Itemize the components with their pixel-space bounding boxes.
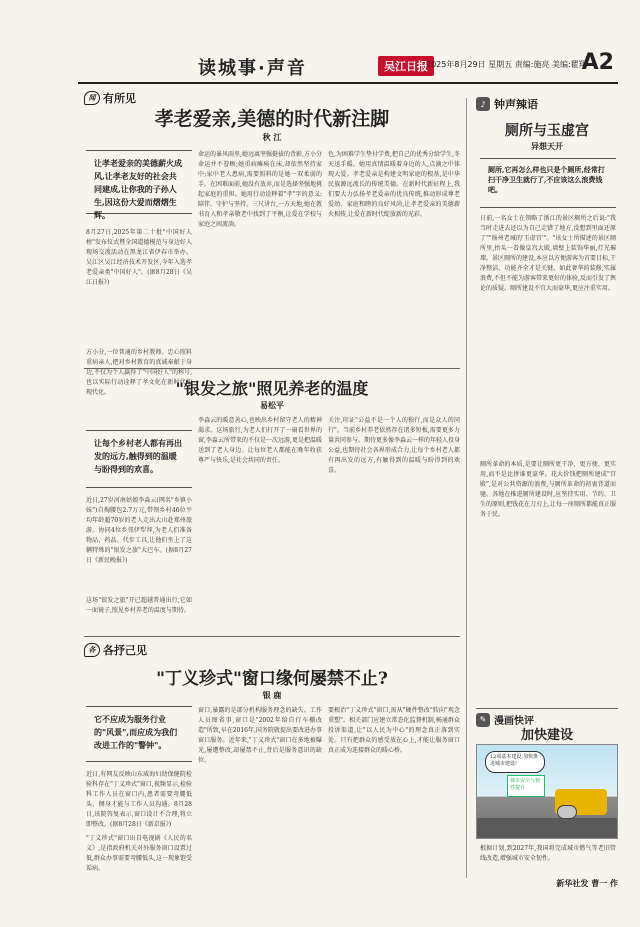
- article2-col1: 近日,27岁河南姑娘李淼云(网名"乡镇小妹")自掏腰包2.7万元,带领乡村46位平均年龄超70岁的老人走出大山赴郑州旅游。协同4位乡邻伊犁拜,为老人们准备物品、药品、代步工具,让他们坐上了这辆特殊的"银发之旅"大巴车。(据8月27日《新民晚报》): [86, 497, 192, 564]
- article1-col2: 命运的暴风雨里,她远离坚强挺拔的背影,方小分命运并不眷顾;她重病瘫痪在床,却依然坚持家中;家中老人患病,需要照料的是她一双柔弱的手。在困难面前,她没有放弃,而是选择坚强地挑起家庭的重担。她用行动诠释着"孝"字的意义:陪伴、守护与坚持。三尺讲台,一方天地,她在教书育人和孝亲敬老中找到了平衡,让爱在学校与家庭之间流淌。: [198, 151, 322, 228]
- cartoon-illustration: [476, 744, 618, 839]
- article2-quote: 让每个乡村老人都有再出发的远方,触得到的温暖与盼得到的欢喜。: [86, 430, 192, 488]
- tag-label: 漫画快评: [494, 716, 534, 727]
- article1-col3: 色,为困难学生垫付学费,把自己的优秀分给学生,冬天送手暖。她用真情温暖着身边的人,点滴之中体现大爱。孝老爱亲是构建文明家庭的根基,是中华民族源远流长的传统美德。在新时代新征程上,我们要大力弘扬孝老爱亲的优良传统,推动形成尊老爱幼、家庭和睦的良好风尚,让孝老爱亲的美德薪火相传,让爱在新时代绽放新的光彩。: [328, 151, 460, 218]
- cartoon-icon: ✎: [476, 713, 490, 727]
- opinion-quote: 厕所,它再怎么样也只是个厕所,经常打扫干净卫生就行了,不应该这么浪费钱吧。: [480, 158, 616, 208]
- article3-col1b: "丁义珍式"窗口出自电视剧《人民的名义》,是指政府机关对外服务窗口设置过低,群众办事需要弯腰低头,这一现象饱受诟病。: [86, 835, 192, 872]
- speech-bubble-icon: 各: [84, 643, 100, 657]
- article3-author: 银 鹿: [262, 690, 282, 700]
- opinion-author: 异想天开: [531, 141, 563, 151]
- article1-col1b: 方小分,一位普通的乡村教师。忠心照料重病亲人,把对乡村教育的真诚奉献于身边,不仅为个人赢得了"中国好人"的称号,也以实际行动诠释了孝文化在新时代的现代化。: [86, 349, 192, 396]
- cartoon-sign: 城市安全与韧性提升: [507, 775, 545, 797]
- road-graphic: [477, 818, 617, 838]
- page-header: [78, 48, 618, 84]
- tag-label: 钟声辣语: [494, 98, 538, 111]
- bell-icon: ♪: [476, 97, 490, 111]
- column-divider: [466, 98, 467, 878]
- article1-author: 秋 江: [262, 132, 282, 142]
- article2-col2: 李淼云的暖意善心,也映出乡村留守老人的精神渴求。这场旅行,为老人们打开了一扇看世界的窗,李淼云所带来的不仅是一次远游,更是把温暖送到了老人身边。让每位老人都能在晚年收获尊严与快乐,是社会共同的责任。: [198, 417, 322, 464]
- opinion-title: 厕所与玉虚宫: [505, 123, 589, 139]
- section-divider: [84, 636, 460, 637]
- tag-zhongsheng: [476, 96, 538, 112]
- tag-gejian: [84, 642, 147, 658]
- cartoon-title: 加快建设: [520, 728, 573, 743]
- newspaper-logo: 吴江日报: [378, 56, 434, 76]
- article2-col1b: 这场"银发之旅"开已超越普通出行,它如一面镜子,照见乡村养老的温度与期待。: [86, 597, 192, 614]
- section-title: 读城事·声音: [198, 58, 307, 79]
- article2-col3: 关注,印证"公益不是一个人的独行,而是众人的同行"。当前乡村养老依然存在诸多短板,需要更多力量共同参与。期待更多像李淼云一样的年轻人投身公益,也期待社会各界形成合力,让每个乡村老人都有再出发的远方,有触得到的温暖与盼得到的欢喜。: [328, 417, 460, 474]
- page-number: A2: [581, 50, 614, 75]
- issue-meta: 2025年8月29日 星期五 责编:施亮 美编:瞿翔: [426, 60, 587, 69]
- cartoon-caption: 根据计划,到2027年,我国将完成城市燃气等老旧管线改造,增强城市安全韧性。: [480, 845, 616, 862]
- cartoon-credit: 新华社发 曹一 作: [556, 878, 618, 888]
- speech-bubble-icon: 闻: [84, 91, 100, 105]
- opinion-body2: 厕所革命的本质,是要让厕所更干净、更方便、更实用,而不是比拼谁更豪华。花大价钱把厕所建成"宫殿",是对公共资源的浪费,与厕所革命的初衷背道而驰。各地在推进厕所建设时,应坚持实用、节约、卫生的原则,把钱花在刀刃上,让每一座厕所都能真正服务于民。: [480, 461, 616, 518]
- article3-quote: 它不应成为服务行业的"风景",而应成为我们改进工作的"警钟"。: [86, 706, 192, 762]
- section-divider: [84, 368, 460, 369]
- article3-col2: 窗口,暴露的是部分机构服务理念的缺失。工作人员图省事,窗口是"2002年给自行车棚改造"所致,早在2016年,国务院就提出要改进办事窗口服务。近年来,"丁义珍式"窗口在多地被曝光,屡遭整改,却屡禁不止,背后是服务意识的缺位。: [198, 707, 322, 764]
- article1-col1: 8月27日,2025年第二十批"中国好人榜"发布仪式暨全国道德模范与身边好人现场交流活动在黑龙江省伊春市举办。吴江区吴江经济技术开发区,今年入选孝老爱亲类"中国好人"。(据8月28日《吴江日报》): [86, 229, 192, 286]
- article2-title: "银发之旅"照见养老的温度: [175, 379, 369, 398]
- opinion-body: 日前,一名女士在领略了浙江的景区厕所之后说:"我当时走进去还以为自己走错了地方,没想到里面还原了""扬州老城的'玉虚宫'"。"该女士所描述的景区厕所里,抬头一看像皇宫大殿,墙壁上装饰华丽,灯光璀璨。景区厕所的建设,本应以方便游客为首要目标,干净整洁、功能齐全才是关键。如此奢华的装修,实属浪费,不但不能为游客带来更好的体验,反而引发了舆论的质疑。厕所建设不宜大而豪华,更应注重实用。: [480, 215, 616, 292]
- tag-label: 有所见: [103, 92, 136, 105]
- article3-col1: 近日,有网友反映山东威海妇幼保健院检验科存在"丁义珍式"窗口,视频显示,检验科工作人员在窗口内,患者需要弯腰低头、侧身才能与工作人员沟通。8月28日,该院答复表示,窗口设计不合理,将立即整改。(据8月28日《新京报》): [86, 771, 192, 828]
- tag-label: 各抒己见: [103, 644, 147, 657]
- article1-quote: 让孝老爱亲的美德薪火成风,让孝老友好的社会共同建成,让你我的子孙人生,因这份大爱而熠熠生辉。: [86, 150, 192, 214]
- cartoon-bubble: 12项基本建设,加快推进城市建设!: [485, 751, 545, 773]
- section-divider: [476, 708, 618, 709]
- article2-author: 易松平: [260, 400, 284, 410]
- roller-wheel-graphic: [557, 805, 577, 819]
- article3-col3: 要根治"丁义珍式"窗口,需从"硬件整改"转向"观念重塑"。相关部门应建立常态化监督机制,畅通群众投诉渠道,让"以人民为中心"的理念真正落到实处。只有把群众的感受放在心上,才能让服务窗口真正成为连接群众的暖心桥。: [328, 707, 460, 754]
- article3-title: "丁义珍式"窗口缘何屡禁不止?: [156, 669, 388, 689]
- article1-title: 孝老爱亲,美德的时代新注脚: [154, 108, 390, 130]
